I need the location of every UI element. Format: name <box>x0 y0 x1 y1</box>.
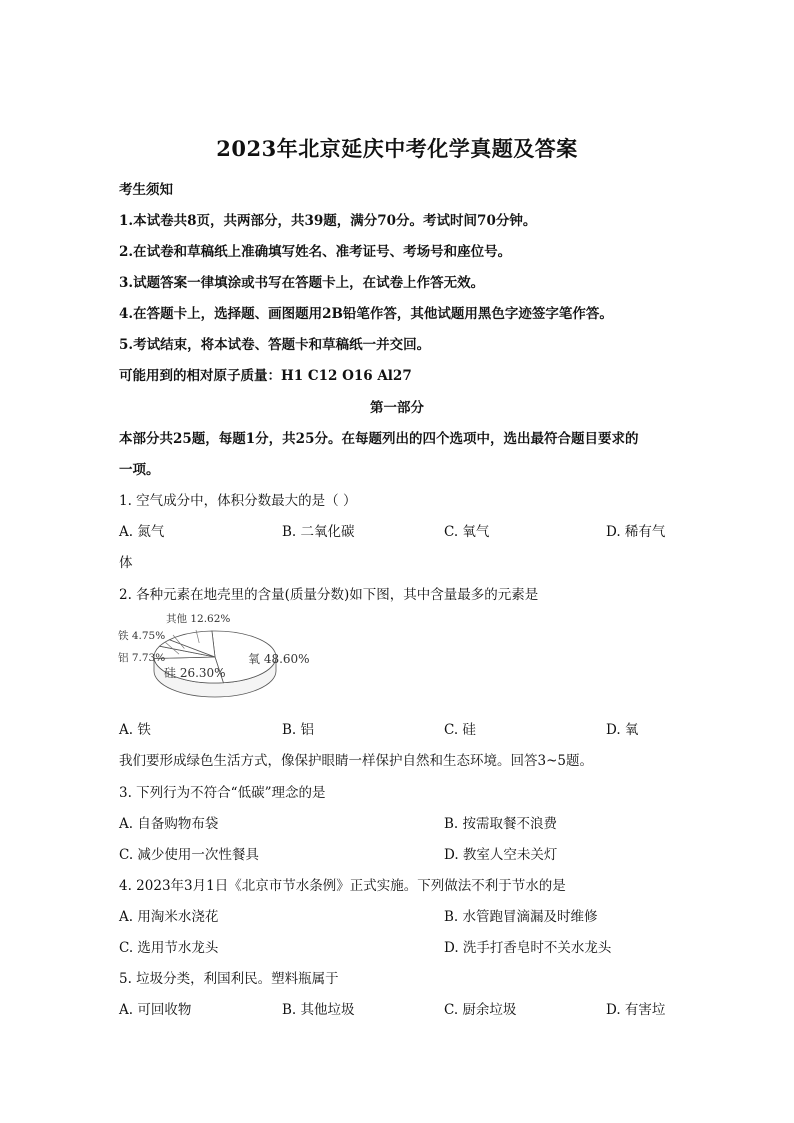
q1-option-a: A. 氮气 <box>119 524 165 540</box>
q3-option-b: B. 按需取餐不浪费 <box>444 816 558 832</box>
q1-option-d-wrap: 体 <box>119 555 133 571</box>
part-intro-line1: 本部分共25题，每题1分，共25分。在每题列出的四个选项中，选出最符合题目要求的 <box>119 431 639 447</box>
notice-item-4: 4.在答题卡上，选择题、画图题用2B铅笔作答，其他试题用黑色字迹签字笔作答。 <box>119 306 613 322</box>
pie-label-other: 其他 12.62% <box>166 613 231 625</box>
crust-element-pie-chart <box>118 605 310 715</box>
notice-item-5: 5.考试结束，将本试卷、答题卡和草稿纸一并交回。 <box>119 337 431 353</box>
q4-option-d: D. 洗手打香皂时不关水龙头 <box>444 940 612 956</box>
question-2-stem: 2. 各种元素在地壳里的含量(质量分数)如下图，其中含量最多的元素是 <box>119 587 539 603</box>
q4-option-b: B. 水管跑冒滴漏及时维修 <box>444 909 598 925</box>
pie-label-aluminum: 铝 7.73% <box>118 652 166 664</box>
q3-option-d: D. 教室人空未关灯 <box>444 847 558 863</box>
notice-item-1: 1.本试卷共8页，共两部分，共39题，满分70分。考试时间70分钟。 <box>119 213 537 229</box>
q1-option-d: D. 稀有气 <box>606 524 666 540</box>
q1-option-c: C. 氧气 <box>444 524 490 540</box>
q3-option-a: A. 自备购物布袋 <box>119 816 219 832</box>
q2-option-a: A. 铁 <box>119 722 151 738</box>
q1-option-b: B. 二氧化碳 <box>282 524 355 540</box>
question-3-stem: 3. 下列行为不符合“低碳”理念的是 <box>119 785 326 801</box>
q5-option-b: B. 其他垃圾 <box>282 1002 355 1018</box>
q2-option-d: D. 氧 <box>606 722 639 738</box>
question-4-stem: 4. 2023年3月1日《北京市节水条例》正式实施。下列做法不利于节水的是 <box>119 878 566 894</box>
q5-option-c: C. 厨余垃圾 <box>444 1002 517 1018</box>
page-title: 2023年北京延庆中考化学真题及答案 <box>216 136 578 161</box>
q5-option-d: D. 有害垃 <box>606 1002 666 1018</box>
q2-option-c: C. 硅 <box>444 722 476 738</box>
q4-option-c: C. 选用节水龙头 <box>119 940 219 956</box>
notice-heading: 考生须知 <box>119 182 173 198</box>
question-5-stem: 5. 垃圾分类，利国利民。塑料瓶属于 <box>119 971 339 987</box>
q5-option-a: A. 可回收物 <box>119 1002 192 1018</box>
context-3-5: 我们要形成绿色生活方式，像保护眼睛一样保护自然和生态环境。回答3~5题。 <box>119 753 593 769</box>
part-intro-line2: 一项。 <box>119 462 160 478</box>
atomic-masses: 可能用到的相对原子质量：H1 C12 O16 Al27 <box>119 368 412 384</box>
q4-option-a: A. 用淘米水浇花 <box>119 909 219 925</box>
question-1-stem: 1. 空气成分中，体积分数最大的是（ ） <box>119 493 357 509</box>
part-heading: 第一部分 <box>370 400 424 416</box>
pie-label-silicon: 硅 26.30% <box>164 666 226 680</box>
notice-item-2: 2.在试卷和草稿纸上准确填写姓名、准考证号、考场号和座位号。 <box>119 244 512 260</box>
pie-label-oxygen: 氧 48.60% <box>248 652 310 666</box>
notice-item-3: 3.试题答案一律填涂或书写在答题卡上，在试卷上作答无效。 <box>119 275 485 291</box>
q3-option-c: C. 减少使用一次性餐具 <box>119 847 259 863</box>
q2-option-b: B. 铝 <box>282 722 315 738</box>
pie-label-iron: 铁 4.75% <box>118 630 166 642</box>
